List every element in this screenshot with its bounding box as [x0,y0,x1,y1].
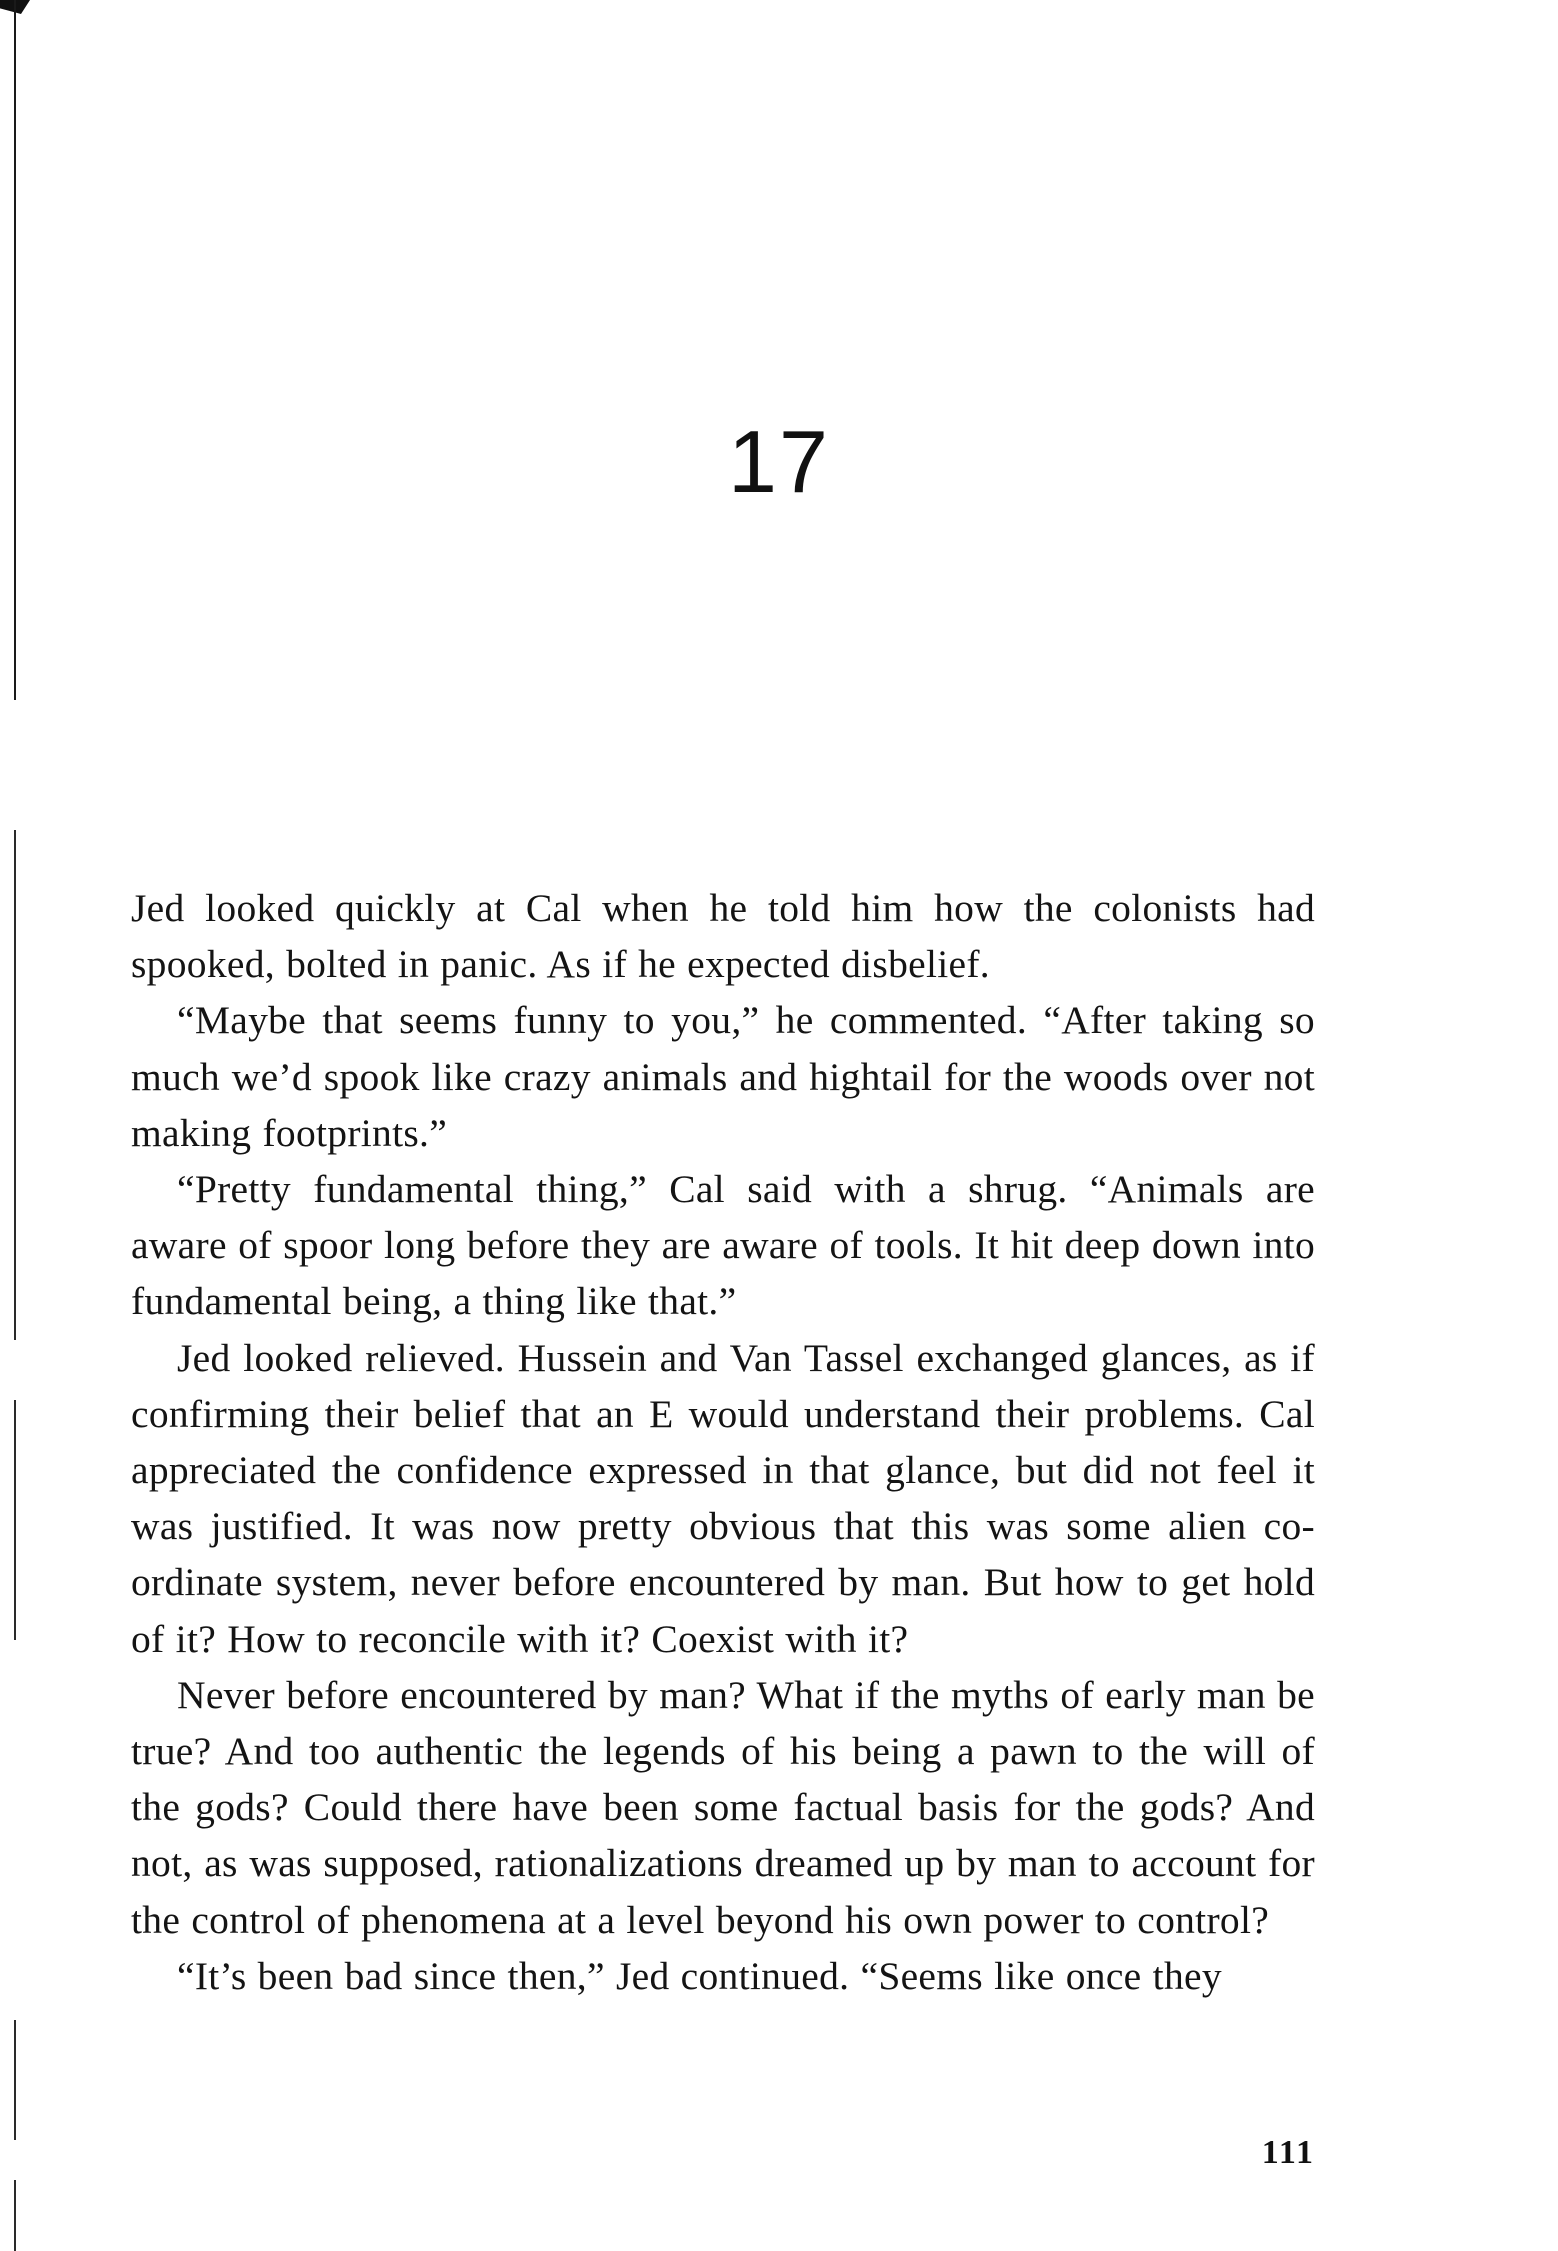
chapter-number: 17 [728,412,830,511]
page-number: 111 [1261,2134,1315,2171]
paragraph-1: Jed looked quickly at Cal when he told him how the colonists had spooked, bolted in panic. As if he expected disbelief. [131,886,1315,987]
paragraph-2: “Maybe that seems funny to you,” he commented. “After taking so much we’d spook like crazy animals and hightail for the woods over not making footprints.” [131,998,1315,1155]
paragraph-6: “It’s been bad since then,” Jed continued. “Seems like once they [177,1953,1222,1998]
paragraph-3: “Pretty fundamental thing,” Cal said with a shrug. “Animals are aware of spoor long before they are aware of tools. It hit deep down into fundamental being, a thing like that.” [131,1167,1315,1324]
body-text [131,880,1315,2004]
paragraph-4: Jed looked relieved. Hussein and Van Tassel exchanged glances, as if confirming their belief that an E would understand their problems. Cal appreciated the confidence expressed in that glance, but did not feel it was justified. It was now pretty obvious that this was some alien co-ordinate system, never before encountered by man. But how to get hold of it? How to reconcile with it? Coexist with it? [131,1335,1315,1661]
page-binding-edge [14,0,16,2251]
paragraph-5: Never before encountered by man? What if the myths of early man be true? And too authentic the legends of his being a pawn to the will of the gods? Could there have been some factual basis for the gods? And not, as was supposed, rationalizations dreamed up by man to account for the control of phenomena at a level beyond his own power to control? [131,1672,1315,1942]
